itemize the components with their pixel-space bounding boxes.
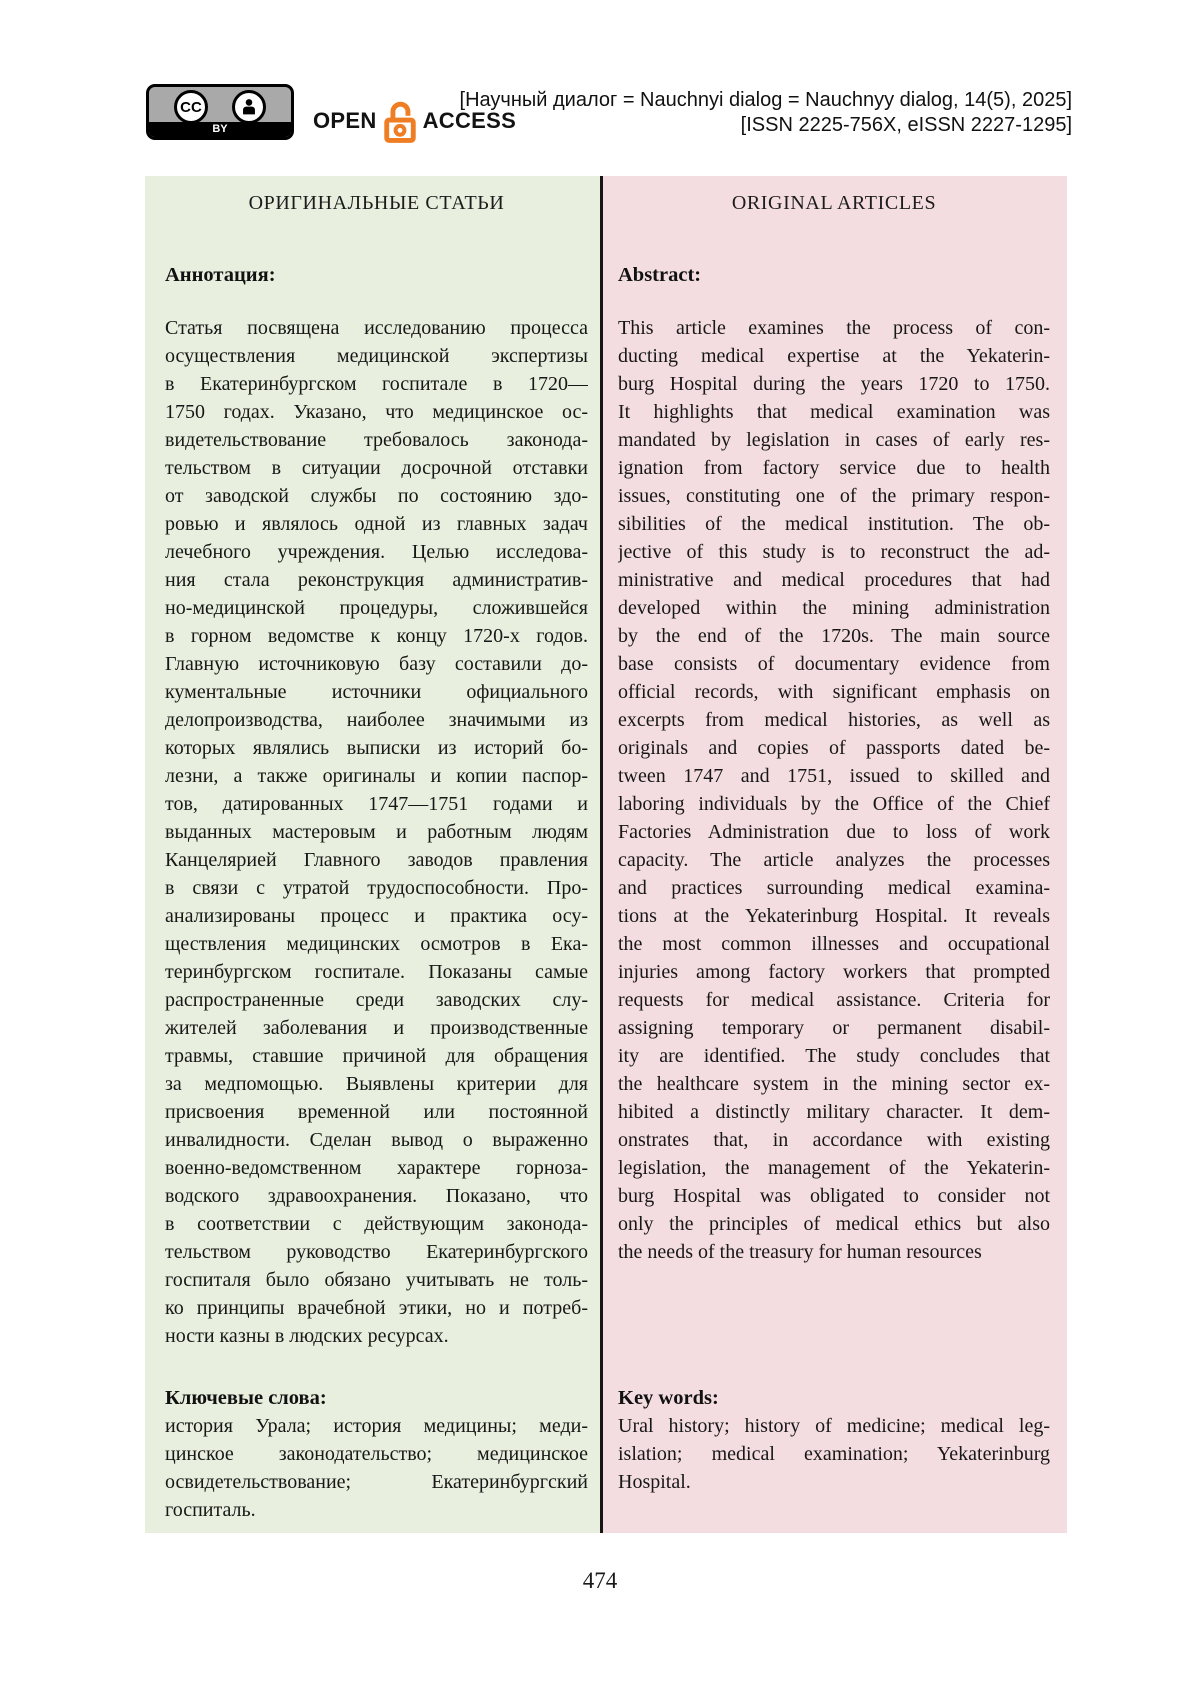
cc-icon [174, 90, 208, 124]
page-number: 474 [582, 1568, 618, 1593]
russian-abstract-heading: Аннотация: [165, 264, 276, 286]
english-keywords-heading: Key words: [618, 1387, 719, 1409]
russian-abstract-text: Статья посвящена исследованию процесса осуществления медицинской экспертизы в Екатеринбургском госпитале в 1720— 1750 годах. Указано, что медицинское ос- видетельствование требовалось законода- тельством в ситуации досрочной отставки от заводской службы по состоянию здо- ровью и являлось одной из главных задач лечебного учреждения. Целью исследова- ния стала реконструкция административ- но-медицинской процедуры, сложившейся в горном ведомстве к концу 1720-х годов. Главную источниковую базу составили до- кументальные источники официального делопроизводства, наиболее значимыми из которых являлись выписки из историй бо- лезни, а также оригиналы и копии паспор- тов, датированных 1747—1751 годами и выданных мастеровым и работным людям Канцелярией Главного заводов правления в связи с утратой трудоспособности. Про- анализированы процесс и практика осу- ществления медицинских осмотров в Ека- теринбургском госпитале. Показаны самые распространенные среди заводских слу- жителей заболевания и производственные травмы, ставшие причиной для обращения за медпомощью. Выявлены критерии для присвоения временной или постоянной инвалидности. Сделан вывод о выраженно военно-ведомственном характере горноза- водского здравоохранения. Показано, что в соответствии с действующим законода- тельством руководство Екатеринбургского госпиталя было обязано учитывать не толь- ко принципы врачебной этики, но и потреб- ности казны в людских ресурсах. [165, 317, 588, 1347]
english-keywords-text: Ural history; history of medicine; medical leg- islation; medical examination; Yekaterinburg Hospital. [618, 1415, 1050, 1493]
russian-section-title: ОРИГИНАЛЬНЫЕ СТАТЬИ [248, 192, 505, 214]
english-abstract-text: This article examines the process of con- ducting medical expertise at the Yekaterin- burg Hospital during the years 1720 to 1750. It highlights that medical examination was mandated by legislation in cases of early res- ignation from factory service due to health issues, constituting one of the primary respon- sibilities of the medical institution. The ob- jective of this study is to reconstruct the ad- ministrative and medical procedures that had developed within the mining administration by the end of the 1720s. The main source base consists of documentary evidence from official records, with significant emphasis on excerpts from medical histories, as well as originals and copies of passports dated be- tween 1747 and 1751, issued to skilled and laboring individuals by the Office of the Chief Factories Administration due to loss of work capacity. The article analyzes the processes and practices surrounding medical examina- tions at the Yekaterinburg Hospital. It reveals the most common illnesses and occupational injuries among factory workers that prompted requests for medical assistance. Criteria for assigning temporary or permanent disabil- ity are identified. The study concludes that the healthcare system in the mining sector ex- hibited a distinctly military character. It dem- onstrates that, in accordance with existing legislation, the management of the Yekaterin- burg Hospital was obligated to consider not only the principles of medical ethics but also the needs of the treasury for human resources [618, 317, 1050, 1263]
english-abstract-heading: Abstract: [618, 264, 702, 286]
russian-keywords-text: история Урала; история медицины; меди- цинское законодательство; медицинское освидетельствование; Екатеринбургский госпиталь. [165, 1415, 588, 1521]
open-access-access-label: ACCESS [422, 108, 517, 133]
journal-citation-line: [Научный диалог = Nauchnyi dialog = Nauchnyy dialog, 14(5), 2025] [459, 89, 1072, 111]
english-section-title: ORIGINAL ARTICLES [731, 192, 937, 214]
journal-citation-block [460, 88, 1072, 138]
abstract-panels [145, 176, 1067, 1533]
cc-icon-label: CC [180, 98, 202, 116]
english-keywords-block [618, 1384, 1050, 1524]
open-access-open-label: OPEN [313, 108, 377, 133]
person-icon [238, 96, 260, 118]
cc-by-bar [149, 122, 291, 137]
russian-keywords-block [165, 1384, 588, 1524]
russian-abstract-panel [145, 176, 600, 1533]
journal-issn-line: [ISSN 2225-756X, eISSN 2227-1295] [740, 114, 1072, 136]
open-lock-icon [382, 98, 418, 144]
cc-by-license-badge [146, 84, 294, 140]
russian-keywords-heading: Ключевые слова: [165, 1387, 327, 1409]
by-label: BY [212, 123, 228, 135]
attribution-person-icon [232, 90, 266, 124]
english-abstract-panel [603, 176, 1067, 1533]
